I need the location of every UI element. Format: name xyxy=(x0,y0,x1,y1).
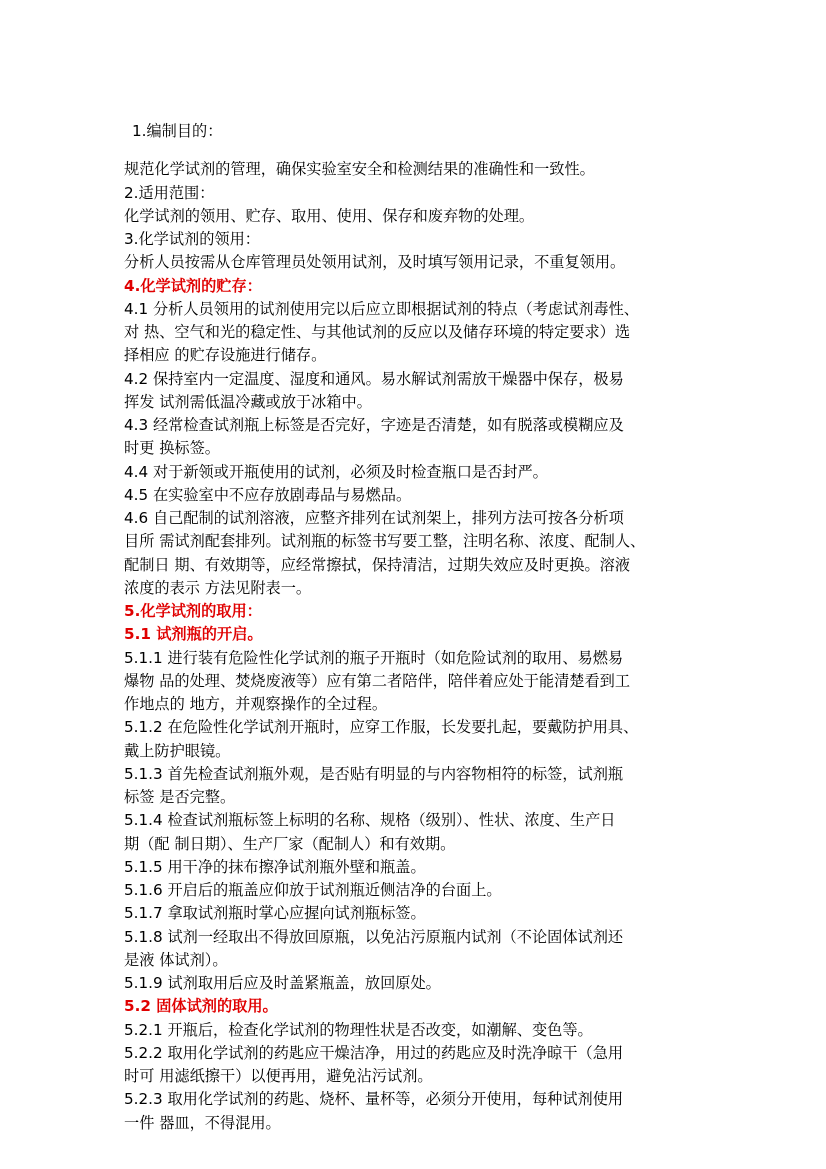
text-line: 5.2.3 取用化学试剂的药匙、烧杯、量杯等，必须分开使用，每种试剂使用 xyxy=(124,1090,624,1109)
document-body xyxy=(124,120,714,1135)
text-line: 5.2.1 开瓶后，检查化学试剂的物理性状是否改变，如潮解、变色等。 xyxy=(124,1020,593,1039)
text-line: 戴上防护眼镜。 xyxy=(124,741,231,760)
text-line: 4.5 在实验室中不应存放剧毒品与易燃品。 xyxy=(124,485,412,504)
text-line: 标签 是否完整。 xyxy=(124,788,236,806)
text-line: 1.编制目的： xyxy=(132,122,223,140)
text-line: 择相应 的贮存设施进行储存。 xyxy=(124,346,327,365)
text-line: 4.3 经常检查试剂瓶上标签是否完好，字迹是否清楚，如有脱落或模糊应及 xyxy=(124,416,624,434)
text-line: 5.2.2 取用化学试剂的药匙应干燥洁净，用过的药匙应及时洗净晾干（急用 xyxy=(124,1043,624,1062)
text-line: 作地点的 地方，并观察操作的全过程。 xyxy=(124,695,388,713)
text-line: 浓度的表示 方法见附表一。 xyxy=(124,578,312,597)
text-line: 3.化学试剂的领用： xyxy=(124,230,260,248)
text-line: 4.4 对于新领或开瓶使用的试剂，必须及时检查瓶口是否封严。 xyxy=(124,462,548,481)
text-line: 5.1.2 在危险性化学试剂开瓶时，应穿工作服，长发要扎起，要戴防护用具、 xyxy=(124,718,639,737)
text-line: 5.1.6 开启后的瓶盖应仰放于试剂瓶近侧洁净的台面上。 xyxy=(124,881,502,899)
text-line: 5.1.9 试剂取用后应及时盖紧瓶盖，放回原处。 xyxy=(124,974,441,992)
text-line: 挥发 试剂需低温冷藏或放于冰箱中。 xyxy=(124,392,372,411)
text-line: 时更 换标签。 xyxy=(124,439,220,458)
text-line: 分析人员按需从仓库管理员处领用试剂，及时填写领用记录，不重复领用。 xyxy=(124,253,626,272)
text-line: 5.1.8 试剂一经取出不得放回原瓶，以免沾污原瓶内试剂（不论固体试剂还 xyxy=(124,927,624,946)
text-line: 一件 器皿，不得混用。 xyxy=(124,1113,281,1132)
text-line: 4.2 保持室内一定温度、湿度和通风。易水解试剂需放干燥器中保存，极易 xyxy=(124,369,624,388)
text-line: 4.6 自己配制的试剂溶液，应整齐排列在试剂架上，排列方法可按各分析项 xyxy=(124,509,624,527)
text-line: 5.1.4 检查试剂瓶标签上标明的名称、规格（级别）、性状、浓度、生产日 xyxy=(124,811,616,830)
text-line: 5.1.5 用干净的抹布擦净试剂瓶外壁和瓶盖。 xyxy=(124,857,426,876)
text-line: 目所 需试剂配套排列。试剂瓶的标签书写要工整，注明名称、浓度、配制人、 xyxy=(124,532,646,551)
text-line: 爆物 品的处理、焚烧废液等）应有第二者陪伴，陪伴着应处于能清楚看到工 xyxy=(124,671,631,690)
text-line: 2.适用范围： xyxy=(124,183,215,202)
text-line: 5.1.1 进行装有危险性化学试剂的瓶子开瓶时（如危险试剂的取用、易燃易 xyxy=(124,648,624,667)
text-line: 5.1.7 拿取试剂瓶时掌心应握向试剂瓶标签。 xyxy=(124,904,426,923)
text-line: 时可 用滤纸擦干）以便再用，避免沾污试剂。 xyxy=(124,1067,433,1085)
text-line: 规范化学试剂的管理，确保实验室安全和检测结果的准确性和一致性。 xyxy=(124,160,595,179)
text-line: 配制日 期、有效期等，应经常擦拭，保持清洁，过期失效应及时更换。溶液 xyxy=(124,555,631,574)
section-heading: 4.化学试剂的贮存： xyxy=(124,276,262,295)
text-line: 期（配 制日期）、生产厂家（配制人）和有效期。 xyxy=(124,834,456,853)
section-heading: 5.2 固体试剂的取用。 xyxy=(124,997,278,1016)
text-line: 对 热、空气和光的稳定性、与其他试剂的反应以及储存环境的特定要求）选 xyxy=(124,323,631,341)
text-line: 4.1 分析人员领用的试剂使用完以后应立即根据试剂的特点（考虑试剂毒性、 xyxy=(124,299,639,318)
text-line: 5.1.3 首先检查试剂瓶外观，是否贴有明显的与内容物相符的标签，试剂瓶 xyxy=(124,764,624,783)
section-heading: 5.化学试剂的取用： xyxy=(124,602,262,620)
text-line: 化学试剂的领用、贮存、取用、使用、保存和废弃物的处理。 xyxy=(124,206,535,225)
section-heading: 5.1 试剂瓶的开启。 xyxy=(124,625,263,644)
text-line: 是液 体试剂）。 xyxy=(124,950,228,969)
